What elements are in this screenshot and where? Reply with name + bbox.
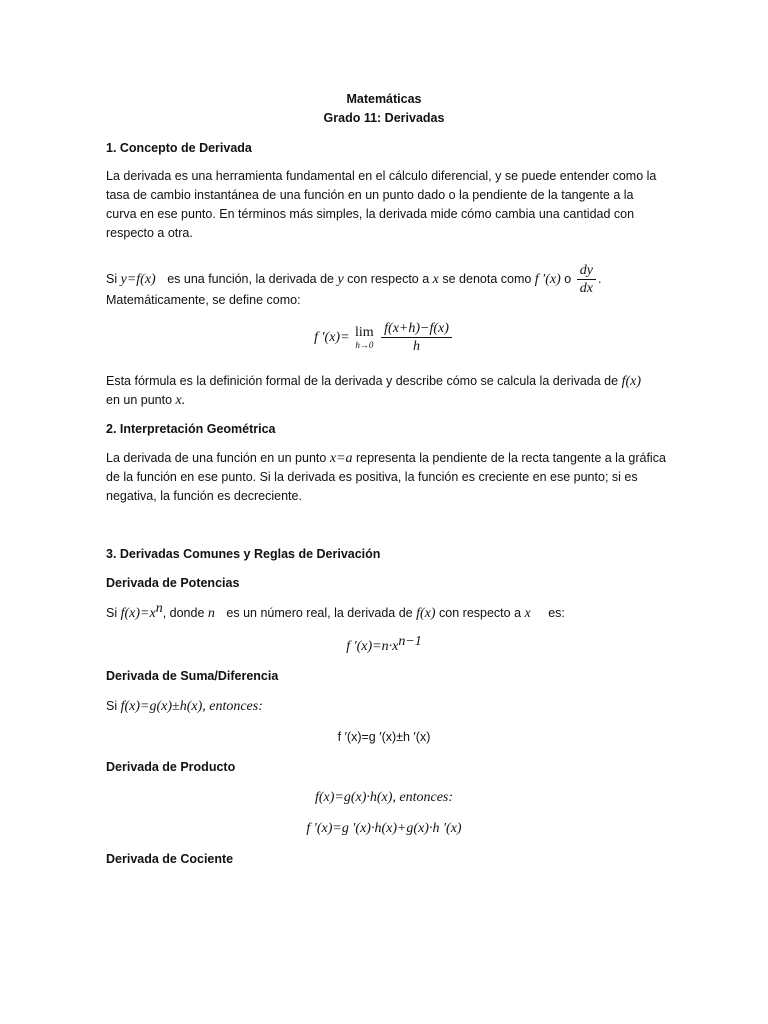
math-f-eq-x: f(x)=x: [120, 606, 156, 621]
math-y-eq-fx: y=f(x): [120, 271, 156, 287]
text-o: o: [564, 271, 572, 286]
text-period: .: [597, 271, 602, 286]
mathematically-text: Matemáticamente, se define como:: [106, 293, 301, 307]
text-es: es:: [548, 606, 565, 620]
quotient-rule-heading: Derivada de Cociente: [106, 852, 234, 866]
section-2-text-b: representa la pendiente de la recta tangente a la gráfica de la función en ese punto. Si la derivada es positiva, la función es creciente en ese punto; si es negativa, la función es decreciente.: [106, 451, 666, 503]
power-formula-exponent: n−1: [398, 633, 422, 649]
text-donde: , donde: [162, 606, 205, 620]
power-rule-line: [106, 600, 666, 623]
sum-rule-heading: Derivada de Suma/Diferencia: [106, 669, 279, 683]
power-rule-formula: [0, 633, 768, 656]
section-1-intro: La derivada es una herramienta fundamental en el cálculo diferencial, y se puede entender como la tasa de cambio instantánea de una función en un punto dado o la pendiente de la tangente a la curva en ese punto. En términos más simples, la derivada mide cómo cambia una cantidad con respecto a otra.: [106, 169, 657, 240]
formula-explanation: [106, 372, 666, 410]
section-2-paragraph: [106, 449, 666, 506]
limit-subscript: h→0: [355, 340, 374, 350]
fraction-denominator: dx: [579, 281, 593, 296]
math-n-superscript: n: [155, 600, 163, 616]
text-se-denota: se denota como: [442, 271, 532, 286]
section-3-heading: 3. Derivadas Comunes y Reglas de Derivación: [106, 547, 381, 561]
text-si: Si: [106, 271, 118, 286]
product-rule-formula: f ′(x)=g ′(x)·h(x)+g(x)·h ′(x): [306, 821, 462, 836]
power-rule-heading: Derivada de Potencias: [106, 576, 240, 590]
text-es-una-funcion: es una función, la derivada de: [167, 271, 334, 286]
math-n: n: [207, 606, 215, 621]
limit-text: lim: [355, 325, 374, 340]
text-con-respecto: con respecto a: [347, 271, 430, 286]
text-es-real: es un número real, la derivada de: [226, 606, 413, 620]
sum-rule-condition: f(x)=g(x)±h(x), entonces:: [120, 699, 263, 714]
math-f-prime-x: f ′(x): [534, 271, 561, 287]
difference-quotient: [381, 320, 452, 355]
limit-operator: [355, 325, 374, 350]
sum-rule-line: [106, 697, 666, 716]
text-si: Si: [106, 606, 118, 620]
math-x-eq-a: x=a: [329, 451, 353, 466]
math-x-period: x.: [175, 393, 186, 408]
formula-lhs: f ′(x)=: [314, 329, 350, 345]
difference-quotient-denominator: h: [413, 339, 421, 354]
fraction-numerator: dy: [577, 262, 596, 280]
math-x: x: [432, 271, 439, 287]
math-y: y: [337, 271, 344, 287]
section-2-heading: 2. Interpretación Geométrica: [106, 422, 276, 436]
formula-text: Esta fórmula es la definición formal de la derivada y describe cómo se calcula la derivada de: [106, 374, 619, 388]
math-x: x: [524, 606, 531, 621]
math-fx: f(x): [621, 374, 641, 389]
difference-quotient-numerator: f(x+h)−f(x): [381, 320, 452, 338]
derivative-definition-formula: [0, 320, 768, 355]
subject-title: Matemáticas: [346, 92, 422, 106]
section-1-heading: 1. Concepto de Derivada: [106, 141, 252, 155]
product-rule-heading: Derivada de Producto: [106, 760, 236, 774]
text-en-un-punto: en un punto: [106, 393, 173, 407]
section-2-text-a: La derivada de una función en un punto: [106, 451, 327, 465]
power-formula-main: f ′(x)=n·x: [346, 639, 399, 654]
product-rule-condition: f(x)=g(x)·h(x), entonces:: [314, 790, 454, 805]
text-si: Si: [106, 699, 118, 713]
grade-title: Grado 11: Derivadas: [323, 111, 445, 125]
text-con-respecto: con respecto a: [439, 606, 522, 620]
sum-rule-formula: f ′(x)=g ′(x)±h ′(x): [337, 730, 431, 744]
math-fx: f(x): [416, 606, 436, 621]
